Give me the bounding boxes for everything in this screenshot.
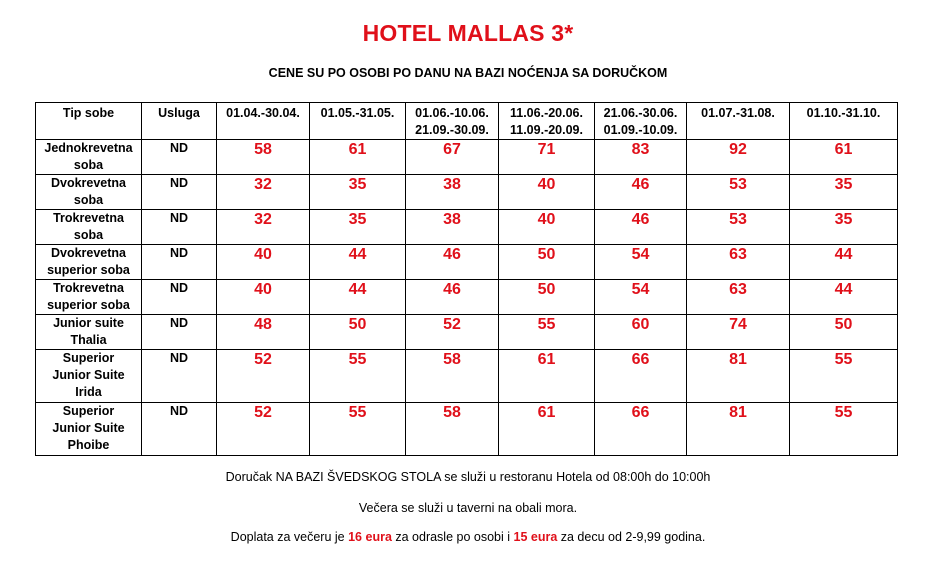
period-line: 11.09.-20.09. xyxy=(510,123,583,137)
dinner-note: Večera se služi u taverni na obali mora. xyxy=(358,501,578,515)
period-line: 21.09.-30.09. xyxy=(415,123,489,137)
price-cell: 46 xyxy=(595,175,687,210)
column-header-period xyxy=(790,103,898,140)
service-cell: ND xyxy=(142,140,217,175)
room-type-line: Junior suite xyxy=(53,316,124,330)
price-cell: 58 xyxy=(217,140,310,175)
service-cell: ND xyxy=(142,315,217,350)
price-cell: 44 xyxy=(790,245,898,280)
dinner-supplement-note xyxy=(0,530,936,544)
price-cell: 35 xyxy=(790,210,898,245)
room-type-line: soba xyxy=(73,158,104,172)
room-type-line: Thalia xyxy=(70,333,107,347)
column-header-period xyxy=(217,103,310,140)
service-cell: ND xyxy=(142,280,217,315)
page-subtitle: CENE SU PO OSOBI PO DANU NA BAZI NOĆENJA SA DORUČKOM xyxy=(268,66,668,80)
column-header-room-type: Tip sobe xyxy=(36,103,142,140)
room-type-line: Junior Suite xyxy=(52,368,125,382)
price-cell: 52 xyxy=(217,350,310,403)
service-cell: ND xyxy=(142,403,217,456)
price-cell: 35 xyxy=(310,210,406,245)
room-type-line: Dvokrevetna xyxy=(50,246,127,260)
period-line: 01.10.-31.10. xyxy=(806,106,881,120)
price-cell: 46 xyxy=(406,245,499,280)
price-cell: 61 xyxy=(499,350,595,403)
price-cell: 81 xyxy=(687,403,790,456)
table-row xyxy=(36,280,898,315)
service-cell: ND xyxy=(142,350,217,403)
column-header-period xyxy=(406,103,499,140)
room-type-line: soba xyxy=(73,193,104,207)
price-cell: 50 xyxy=(499,280,595,315)
table-row xyxy=(36,350,898,403)
column-header-period xyxy=(310,103,406,140)
room-type-line: superior soba xyxy=(47,263,130,277)
adult-dinner-price: 16 eura xyxy=(348,530,392,544)
room-type-line: Irida xyxy=(75,385,102,399)
supplement-text: Doplata za večeru je xyxy=(230,530,349,544)
price-cell: 44 xyxy=(310,245,406,280)
price-cell: 83 xyxy=(595,140,687,175)
room-type-cell xyxy=(36,403,142,456)
price-cell: 50 xyxy=(499,245,595,280)
price-cell: 40 xyxy=(499,175,595,210)
price-cell: 55 xyxy=(310,350,406,403)
price-cell: 40 xyxy=(499,210,595,245)
price-cell: 55 xyxy=(310,403,406,456)
room-type-line: Dvokrevetna xyxy=(50,176,127,190)
price-cell: 32 xyxy=(217,175,310,210)
room-type-cell xyxy=(36,280,142,315)
page-title: HOTEL MALLAS 3* xyxy=(362,20,574,46)
price-table xyxy=(35,102,898,456)
service-cell: ND xyxy=(142,210,217,245)
room-type-cell xyxy=(36,315,142,350)
period-line: 01.07.-31.08. xyxy=(701,106,775,120)
room-type-line: soba xyxy=(73,228,104,242)
price-cell: 46 xyxy=(595,210,687,245)
room-type-line: Superior xyxy=(62,351,115,365)
period-line: 21.06.-30.06. xyxy=(603,106,678,120)
room-type-line: Trokrevetna xyxy=(53,281,124,295)
price-cell: 63 xyxy=(687,280,790,315)
table-row xyxy=(36,403,898,456)
price-cell: 38 xyxy=(406,175,499,210)
price-cell: 44 xyxy=(310,280,406,315)
price-cell: 92 xyxy=(687,140,790,175)
price-cell: 40 xyxy=(217,245,310,280)
price-cell: 35 xyxy=(310,175,406,210)
room-type-line: Phoibe xyxy=(67,438,110,452)
price-cell: 55 xyxy=(790,350,898,403)
price-cell: 52 xyxy=(406,315,499,350)
room-type-line: Trokrevetna xyxy=(53,211,124,225)
price-cell: 60 xyxy=(595,315,687,350)
price-cell: 54 xyxy=(595,280,687,315)
price-cell: 55 xyxy=(790,403,898,456)
column-header-period xyxy=(499,103,595,140)
table-row xyxy=(36,245,898,280)
price-cell: 38 xyxy=(406,210,499,245)
room-type-cell xyxy=(36,210,142,245)
column-header-period xyxy=(687,103,790,140)
price-cell: 50 xyxy=(310,315,406,350)
period-line: 01.09.-10.09. xyxy=(603,123,678,137)
price-cell: 58 xyxy=(406,350,499,403)
price-cell: 61 xyxy=(499,403,595,456)
period-line: 11.06.-20.06. xyxy=(510,106,583,120)
price-cell: 54 xyxy=(595,245,687,280)
price-cell: 40 xyxy=(217,280,310,315)
table-row xyxy=(36,315,898,350)
price-cell: 53 xyxy=(687,210,790,245)
room-type-cell xyxy=(36,350,142,403)
price-cell: 50 xyxy=(790,315,898,350)
price-cell: 58 xyxy=(406,403,499,456)
price-cell: 35 xyxy=(790,175,898,210)
table-row xyxy=(36,175,898,210)
price-cell: 67 xyxy=(406,140,499,175)
table-row xyxy=(36,140,898,175)
column-header-service: Usluga xyxy=(142,103,217,140)
price-cell: 71 xyxy=(499,140,595,175)
room-type-cell xyxy=(36,245,142,280)
table-header-row xyxy=(36,103,898,140)
price-cell: 55 xyxy=(499,315,595,350)
price-cell: 63 xyxy=(687,245,790,280)
room-type-cell xyxy=(36,175,142,210)
room-type-line: Superior xyxy=(62,404,115,418)
column-header-period xyxy=(595,103,687,140)
price-cell: 44 xyxy=(790,280,898,315)
price-cell: 32 xyxy=(217,210,310,245)
child-dinner-price: 15 eura xyxy=(513,530,558,544)
service-cell: ND xyxy=(142,245,217,280)
room-type-line: Jednokrevetna xyxy=(44,141,133,155)
price-cell: 74 xyxy=(687,315,790,350)
price-cell: 52 xyxy=(217,403,310,456)
price-cell: 48 xyxy=(217,315,310,350)
price-cell: 53 xyxy=(687,175,790,210)
price-cell: 66 xyxy=(595,403,687,456)
period-line: 01.06.-10.06. xyxy=(415,106,489,120)
supplement-text: za decu od 2-9,99 godina. xyxy=(557,530,706,544)
price-cell: 81 xyxy=(687,350,790,403)
price-cell: 66 xyxy=(595,350,687,403)
period-line: 01.04.-30.04. xyxy=(226,106,300,120)
room-type-line: superior soba xyxy=(47,298,130,312)
period-line: 01.05.-31.05. xyxy=(320,106,395,120)
price-cell: 46 xyxy=(406,280,499,315)
room-type-cell xyxy=(36,140,142,175)
price-cell: 61 xyxy=(790,140,898,175)
breakfast-note: Doručak NA BAZI ŠVEDSKOG STOLA se služi u restoranu Hotela od 08:00h do 10:00h xyxy=(225,470,711,484)
price-cell: 61 xyxy=(310,140,406,175)
supplement-text: za odrasle po osobi i xyxy=(391,530,514,544)
table-row xyxy=(36,210,898,245)
room-type-line: Junior Suite xyxy=(52,421,125,435)
service-cell: ND xyxy=(142,175,217,210)
